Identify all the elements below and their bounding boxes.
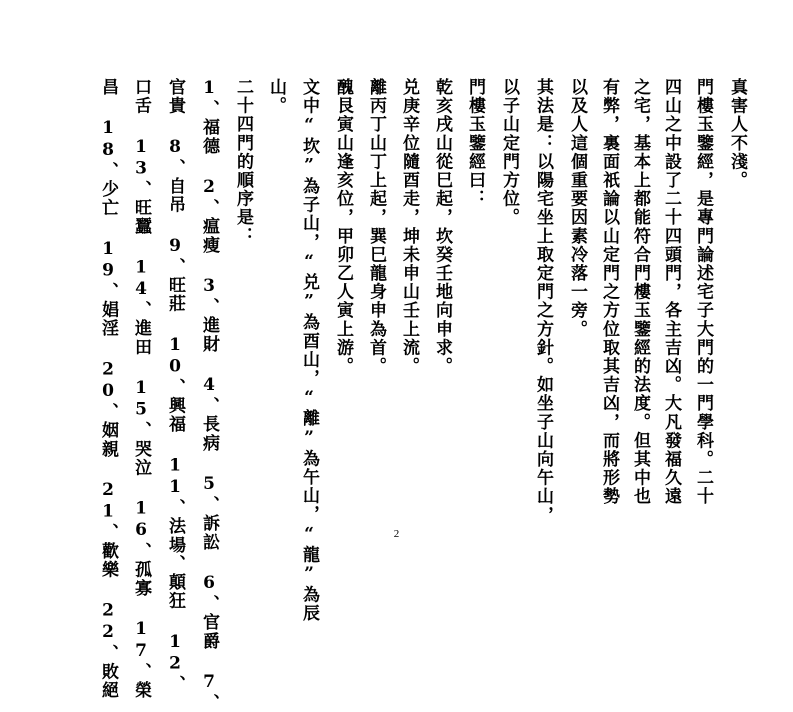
page-number: 2 (393, 528, 400, 540)
text-column-12: 離丙丁山丁上起，巽巳龍身申為首。 (366, 78, 386, 376)
text-column-16: 二十四門的順序是： (233, 78, 253, 246)
text-column-11: 兑庚辛位隨酉走，坤未申山壬上流。 (399, 78, 419, 376)
text-column-13: 醜艮寅山逢亥位，甲卯乙人寅上游。 (333, 78, 353, 376)
text-column-17: 1、福德 2、瘟瘦 3、進財 4、長病 5、訴訟 6、官爵 7、 (199, 78, 219, 712)
text-column-15: 山。 (266, 78, 286, 116)
text-column-1: 真害人不淺。 (727, 78, 747, 190)
text-column-20: 昌 18、少亡 19、娼淫 20、姻親 21、歡樂 22、敗絕 (98, 78, 118, 700)
text-column-4: 之宅，基本上都能符合門樓玉鑒經的法度。但其中也 (630, 78, 650, 506)
text-column-18: 官貴 8、自吊 9、旺莊 10、興福 11、法場、顛狂 12、 (165, 78, 185, 694)
text-column-6: 以及人這個重要因素冷落一旁。 (567, 78, 587, 339)
text-column-10: 乾亥戌山從巳起，坎癸壬地向申求。 (432, 78, 452, 376)
text-column-9: 門樓玉鑒經曰： (465, 78, 485, 209)
text-column-3: 四山之中設了二十四頭門，各主吉凶。大凡發福久遠 (661, 78, 681, 506)
text-column-7: 其法是：以陽宅坐上取定門之方針。如坐子山向午山， (533, 78, 553, 525)
text-column-14: 文中“坎”為子山，“兑”為酉山，“離”為午山，“龍”為辰 (299, 78, 319, 623)
text-column-2: 門樓玉鑒經，是專門論述宅子大門的一門學科。二十 (693, 78, 713, 506)
text-column-8: 以子山定門方位。 (499, 78, 519, 227)
text-column-19: 口舌 13、旺蠶 14、進田 15、哭泣 16、孤寡 17、榮 (131, 78, 151, 700)
text-column-5: 有弊，裏面祇論以山定門之方位取其吉凶，而將形勢 (599, 78, 619, 506)
